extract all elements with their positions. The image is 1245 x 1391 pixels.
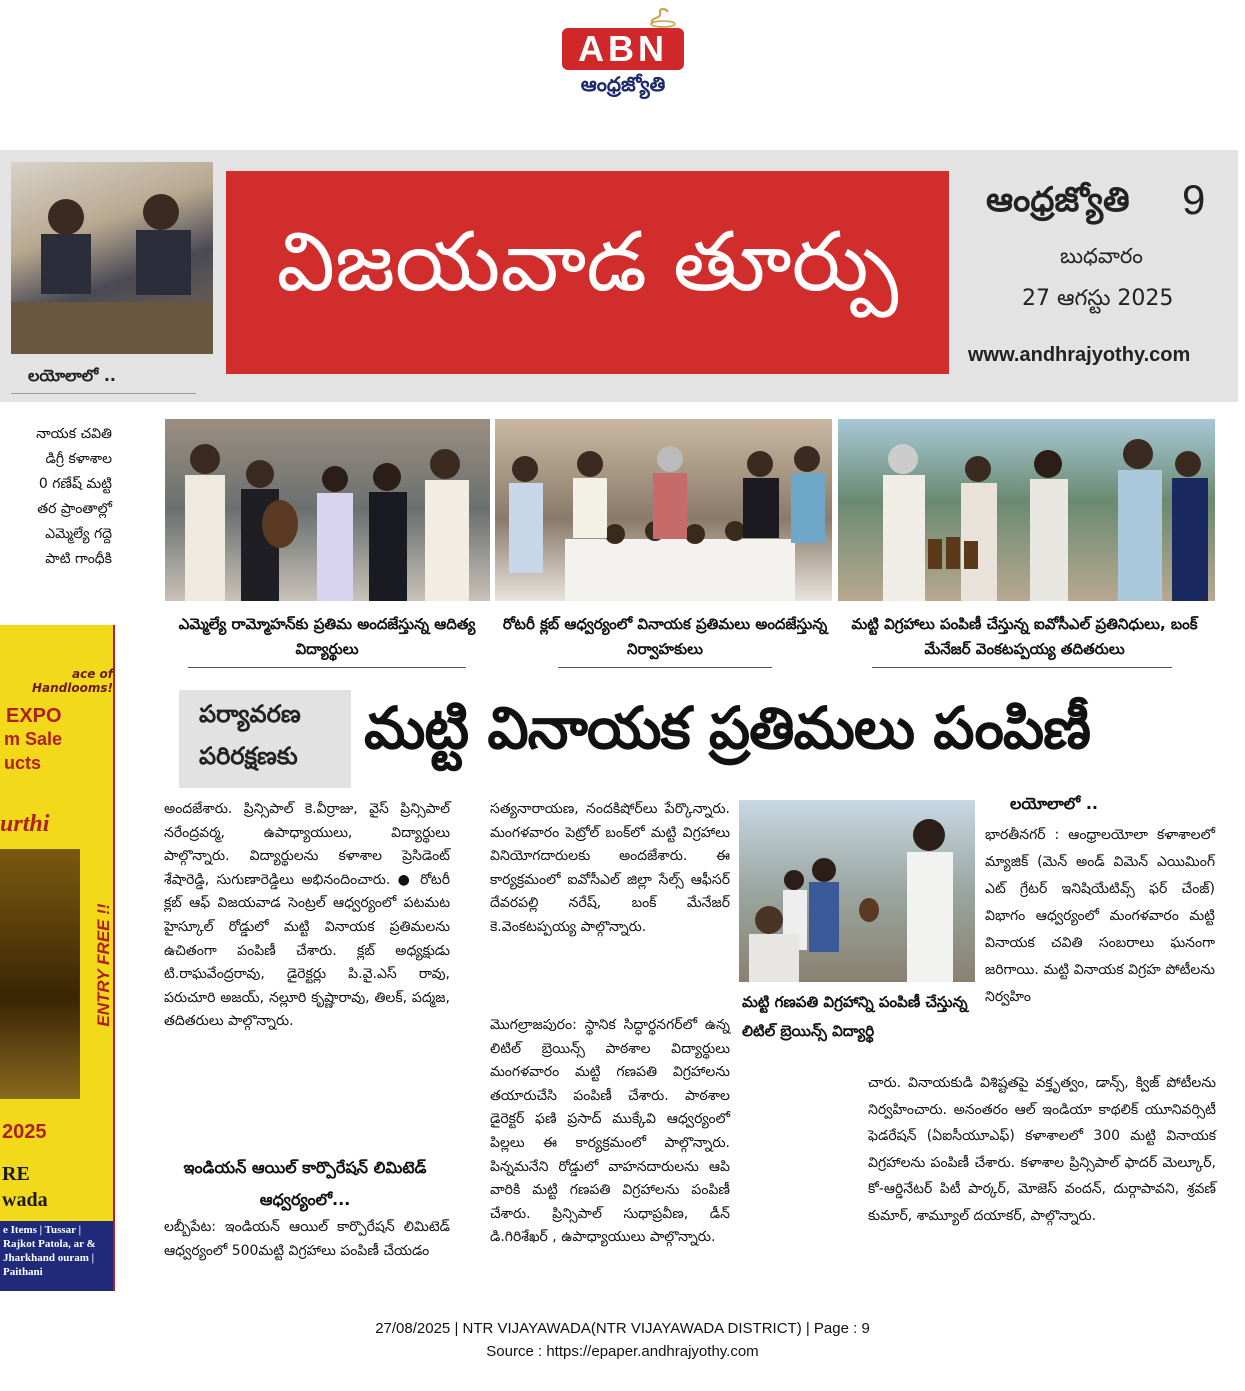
- website: www.andhrajyothy.com: [968, 344, 1191, 366]
- photo4-caption: మట్టి గణపతి విగ్రహాన్ని పంపిణీ చేస్తున్న లిటిల్ బ్రెయిన్స్ విద్యార్థి: [742, 993, 968, 1040]
- thumbnail-caption: లయోలాలో ..: [28, 366, 116, 385]
- left-strip-line: డిగ్రీ కళాశాల: [45, 451, 112, 467]
- ad-line-sale: m Sale: [4, 729, 63, 749]
- article-subhead: ఇండియన్ ఆయిల్ కార్పొరేషన్ లిమిటెడ్ ఆధ్వర్యంలో...: [183, 1158, 427, 1209]
- left-strip-line: 0 గణేష్ మట్టి: [38, 476, 112, 492]
- banner-thumbnail-photo: [11, 162, 213, 354]
- ad-tagline: ace of Handlooms!: [32, 667, 113, 695]
- article-paragraph: లబ్బీపేట: ఇండియన్ ఆయిల్ కార్పొరేషన్ లిమిటెడ్ ఆధ్వర్యంలో 500మట్టి విగ్రహాలు పంపిణీ చేయడం: [164, 1219, 450, 1259]
- ad-line-products: ucts: [4, 753, 42, 773]
- ad-line-re: RE: [2, 1163, 30, 1185]
- article-column-2: [490, 798, 730, 1010]
- photo-little-brains: [739, 800, 975, 982]
- page-number: 9: [1182, 176, 1206, 223]
- article-column-1-tail: [164, 1216, 450, 1292]
- photo-rotary: [495, 419, 832, 601]
- ad-line-expo: EXPO: [6, 705, 62, 727]
- article-paragraph: భారతీనగర్ : ఆంధ్రాలయోలా కళాశాలలో మ్యాజిక్ (మెన్ అండ్ విమెన్ ఎయిమింగ్ ఎట్ గ్రేటర్ ఇనిషియేటివ్స్ ఫర్ చేంజ్) విభాగం ఆధ్వర్యంలో మంగళవారం మట్టి వినాయక చవితి సంబరాలు ఘనంగా జరిగాయి. మట్టి వినాయక విగ్రహ పోటీలను నిర్వహిం: [985, 827, 1215, 1005]
- article-paragraph: సత్యనారాయణ, నందకిషోర్‌లు పేర్కొన్నారు. మంగళవారం పెట్రోల్ బంక్‌లో మట్టి విగ్రహాలు వినియోగదారులకు అందజేశారు. ఈ కార్యక్రమంలో ఐవోసీఎల్ జిల్లా సేల్స్ ఆఫీసర్ దేవరపల్లి నరేష్, బంక్ మేనేజర్ కె.వెంకటప్పయ్య పాల్గొన్నారు.: [490, 801, 730, 935]
- article-column-3-heading: లయోలాలో ..: [1010, 794, 1098, 813]
- left-strip-line: నాయక చవితి: [36, 426, 112, 442]
- paper-name: ఆంధ్రజ్యోతి: [986, 180, 1130, 220]
- ad-footer-panel: e Items | Tussar | Rajkot Patola, ar & Jharkhand ouram | Paithani: [0, 1221, 113, 1291]
- footer-source-link[interactable]: Source : https://epaper.andhrajyothy.com: [486, 1343, 759, 1360]
- photo-mla: [165, 419, 490, 601]
- photo-iocl: [838, 419, 1215, 601]
- caption-rule: [872, 667, 1172, 668]
- left-strip-column: [0, 422, 112, 572]
- ad-line-murthi: urthi: [0, 811, 50, 837]
- weekday: బుధవారం: [1060, 244, 1143, 268]
- thumb-caption-rule: [11, 393, 196, 394]
- left-strip-line: పాటి గాంధీకి: [45, 551, 112, 567]
- article-column-2-wide: [490, 1014, 730, 1246]
- ad-line-wada: wada: [2, 1189, 48, 1211]
- article-paragraph: చారు. వినాయకుడి విశిష్టతపై వక్తృత్వం, డాన్స్, క్విజ్ పోటీలను నిర్వహించారు. అనంతరం ఆల్ ఇండియా కాథలిక్ యూనివర్సిటీ ఫెడరేషన్ (ఏఐసీయూఎఫ్) కళాశాలలో 300 మట్టి వినాయక విగ్రహాలను పంపిణీ చేశారు. కళాశాల ప్రిన్సిపాల్ ఫాదర్ మెల్కూర్, కో-ఆర్డినేటర్ పిటీ పార్కర్, మోజెస్ వందన్, దుర్గాపావని, శ్రవణ్ కుమార్, శామ్యూల్ దయాకర్, పాల్గొన్నారు.: [868, 1075, 1216, 1224]
- kicker-line-1: పర్యావరణ: [199, 700, 301, 728]
- headline-kicker-box: [179, 690, 351, 788]
- article-paragraph: అందజేశారు. ప్రిన్సిపాల్ కె.వీర్రాజు, వైస్ ప్రిన్సిపాల్ నరేంద్రవర్మ, ఉపాధ్యాయులు, విద్యార్థులు పాల్గొన్నారు. విద్యార్థులను కళాశాల ప్రెసిడెంట్ శేషారెడ్డి, సుగుణారెడ్డిలు అభినందించారు. ● రోటరీ క్లబ్ ఆఫ్ విజయవాడ సెంట్రల్ ఆధ్వర్యంలో పటమట హైస్కూల్ రోడ్డులో మట్టి వినాయక ప్రతిమలను ఉచితంగా పంపిణీ చేశారు. క్లబ్ అధ్యక్షుడు టి.రాఘవేంద్రరావు, డైరెక్టర్లు పి.వై.ఎస్ రావు, పరుచూరి అజయ్, నల్లూరి కృష్ణారావు, తిలక్, పద్మజ, తదితరులు పాల్గొన్నారు.: [164, 801, 450, 1030]
- ad-year: 2025: [2, 1121, 47, 1143]
- article-paragraph: మొగల్రాజపురం: స్థానిక సిద్ధార్థనగర్‌లో ఉన్న లిటిల్ బ్రెయిన్స్ పాఠశాల విద్యార్థులు మంగళవారం మట్టి గణపతి విగ్రహాలను తయారుచేసి పంపిణీ చేశారు. పాఠశాల డైరెక్టర్ ఫణి ప్రసాద్ ముక్కేవి ఆధ్వర్యంలో పిల్లలు ఈ కార్యక్రమంలో పాల్గొన్నారు. పిన్నమనేని రోడ్డులో వాహనదారులను ఆపి వారికి మట్టి గణపతి విగ్రహాలను పంపిణీ చేశారు. ప్రిన్సిపాల్ సుధాప్రవీణ, డీన్ డి.గిరిశేఖర్ , ఉపాధ్యాయులు పాల్గొన్నారు.: [490, 1017, 730, 1246]
- left-strip-line: ఎమ్మెల్యే గద్దె: [45, 526, 112, 542]
- photo-caption: మట్టి విగ్రహాలు పంపిణీ చేస్తున్న ఐవోసీఎల్ ప్రతినిధులు, బంక్ మేనేజర్ వెంకటప్పయ్య తదితరులు: [851, 615, 1198, 658]
- kicker-line-2: పరిరక్షణకు: [199, 742, 298, 770]
- footer-date-line: 27/08/2025 | NTR VIJAYAWADA(NTR VIJAYAWADA DISTRICT) | Page : 9: [375, 1320, 870, 1337]
- article-column-3: [985, 822, 1215, 1067]
- left-strip-line: తర ప్రాంతాల్లో: [37, 501, 112, 517]
- ad-entry-free: ENTRY FREE !!: [94, 903, 113, 1027]
- photo-caption: రోటరీ క్లబ్ ఆధ్వర్యంలో వినాయక ప్రతిమలు అందజేస్తున్న నిర్వాహకులు: [502, 615, 828, 658]
- issue-date: 27 ఆగస్టు 2025: [1022, 286, 1174, 311]
- photo-caption: ఎమ్మెల్యే రామ్మోహన్‌కు ప్రతిమ అందజేస్తున్న ఆదిత్య విద్యార్థులు: [178, 615, 476, 658]
- abn-logo: ABN: [562, 28, 684, 70]
- headline-title: మట్టి వినాయక ప్రతిమలు పంపిణీ: [364, 694, 1091, 762]
- steam-swirl-icon: [648, 6, 678, 28]
- section-title: విజయవాడ తూర్పు: [226, 171, 949, 374]
- handloom-expo-ad: [0, 625, 115, 1291]
- logo-subtitle: ఆంధ్రజ్యోతి: [580, 72, 666, 96]
- article-column-3-tail: [868, 1070, 1216, 1282]
- ad-gold-panel: [0, 849, 80, 1099]
- article-column-1: [164, 798, 450, 1143]
- caption-rule: [558, 667, 772, 668]
- caption-rule: [188, 667, 466, 668]
